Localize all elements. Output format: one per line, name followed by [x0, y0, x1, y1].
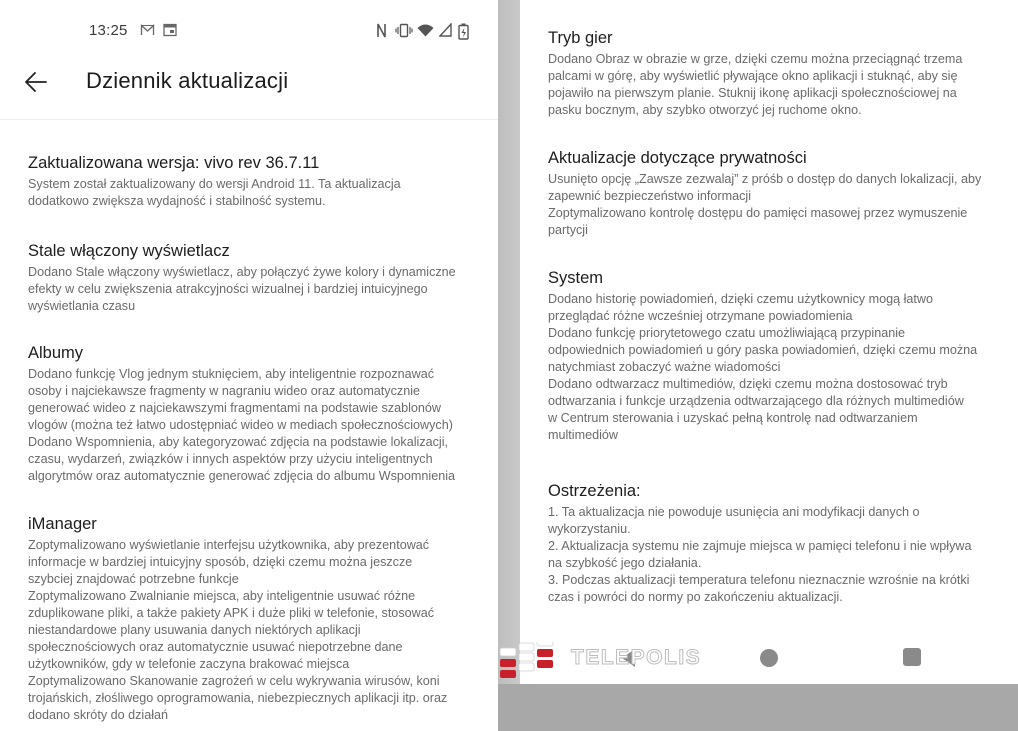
section-body: Zoptymalizowano wyświetlanie interfejsu użytkownika, aby prezentować informacje w bardziej intuicyjny sposób, dzięki czemu można jeszcze szybciej znajdować potrzebne funkcje Zoptymalizowano Zwalnianie miejsca, aby inteligentnie usuwać różne zduplikowane pliki, a także pakiety APK i duże pliki w telefonie, stosować niestandardowe plany usuwania danych niektórych aplikacji społecznościowych oraz automatycznie usuwać niepotrzebne dane użytkowników, gdy w telefonie zaczyna brakować miejsca Zoptymalizowano Skanowanie zagrożeń w celu wykrywania wirusów, koni trojańskich, złośliwego oprogramowania, niebezpiecznych aplikacji itp. oraz dodano skróty do działań: [28, 538, 448, 722]
page-title: Dziennik aktualizacji: [86, 68, 289, 93]
calendar-widget-icon: [163, 23, 177, 39]
section-title: Zaktualizowana wersja: vivo rev 36.7.11: [28, 154, 320, 172]
section-title: Albumy: [28, 344, 84, 362]
section-body: Usunięto opcję „Zawsze zezwalaj” z próśb o dostęp do danych lokalizacji, aby zapewnić bezpieczeństwo informacji Zoptymalizowano kontrolę dostępu do pamięci masowej przez wymuszenie partycji: [548, 172, 982, 237]
vibrate-icon: [395, 23, 413, 39]
section-albums: [28, 343, 480, 485]
section-game-mode: [548, 28, 1000, 119]
left-screen: [0, 0, 498, 731]
arrow-left-icon: [22, 68, 50, 96]
section-title: Aktualizacje dotyczące prywatności: [548, 149, 807, 167]
section-title: iManager: [28, 515, 97, 533]
back-button[interactable]: [22, 68, 50, 96]
section-privacy-updates: [548, 148, 1000, 239]
signal-icon: [439, 23, 452, 39]
nav-home-icon[interactable]: [760, 649, 778, 667]
wifi-icon: [417, 23, 434, 39]
section-body: Dodano Obraz w obrazie w grze, dzięki czemu można przeciągnąć trzema palcami w górę, aby wyświetlić pływające okno aplikacji i stuknąć, aby się pojawiło na pierwszym planie. Stuknij ikonę aplikacji społecznościowej na pasku bocznym, aby szybko otworzyć jej ruchome okno.: [548, 52, 963, 117]
gmail-icon: [140, 23, 155, 39]
app-header: [0, 56, 498, 112]
section-body: 1. Ta aktualizacja nie powoduje usunięcia ani modyfikacji danych o wykorzystaniu. 2. Aktualizacja systemu nie zajmuje miejsca w pamięci telefonu i nie wpływa na szybkość jego działania. 3. Podczas aktualizacji temperatura telefonu nieznacznie wzrośnie na krótki czas i powróci do normy po zakończeniu aktualizacji.: [548, 505, 972, 604]
battery-charging-icon: [458, 23, 469, 39]
telepolis-logo-text: TELEPOLIS: [571, 646, 702, 669]
section-system: [548, 268, 1000, 444]
right-screen: [520, 0, 1018, 684]
section-warnings: [548, 481, 1000, 606]
section-title: Tryb gier: [548, 29, 613, 47]
nfc-icon: [376, 23, 387, 39]
section-title: System: [548, 269, 604, 287]
section-imanager: [28, 514, 480, 724]
section-body: Dodano funkcję Vlog jednym stuknięciem, aby inteligentnie rozpoznawać osoby i najciekawsze fragmenty w nagraniu wideo oraz automatycznie generować wideo z najciekawszymi fragmentami na podstawie szablonów vlogów (można też łatwo udostępniać wideo w mediach społecznościowych) Dodano Wspomnienia, aby kategoryzować zdjęcia na podstawie lokalizacji, czasu, wydarzeń, związków i innych aspektów przy użyciu inteligentnych algorytmów oraz automatycznie generować zdjęcia do albumu Wspomnienia: [28, 367, 456, 483]
screenshot-gutter: [498, 0, 520, 731]
header-divider: [0, 119, 498, 120]
section-always-on-display: [28, 241, 480, 315]
section-body: Dodano Stale włączony wyświetlacz, aby połączyć żywe kolory i dynamiczne efekty w celu zwiększenia atrakcyjności wizualnej i bardziej intuicyjnego wyświetlania czasu: [28, 265, 456, 313]
section-title: Stale włączony wyświetlacz: [28, 242, 230, 260]
telepolis-watermark: [499, 642, 702, 686]
bottom-background: [498, 684, 1018, 731]
section-title: Ostrzeżenia:: [548, 482, 641, 500]
telepolis-logo-mark: [499, 642, 559, 686]
status-bar: [0, 18, 498, 44]
section-body: System został zaktualizowany do wersji Android 11. Ta aktualizacja dodatkowo zwiększa wydajność i stabilność systemu.: [28, 177, 401, 208]
nav-recents-icon[interactable]: [903, 648, 921, 666]
section-updated-version: [28, 153, 480, 210]
section-body: Dodano historię powiadomień, dzięki czemu użytkownicy mogą łatwo przeglądać różne wcześniej otrzymane powiadomienia Dodano funkcję priorytetowego czatu umożliwiającą przypinanie odpowiednich powiadomień u góry paska powiadomień, dzięki czemu można natychmiast zobaczyć ważne wiadomości Dodano odtwarzacz multimediów, dzięki czemu można dostosować tryb odtwarzania i funkcje urządzenia odtwarzającego dla różnych multimediów w Centrum sterowania i uzyskać pełną kontrolę nad odtwarzaniem multimediów: [548, 292, 978, 442]
status-time: 13:25: [89, 22, 128, 39]
